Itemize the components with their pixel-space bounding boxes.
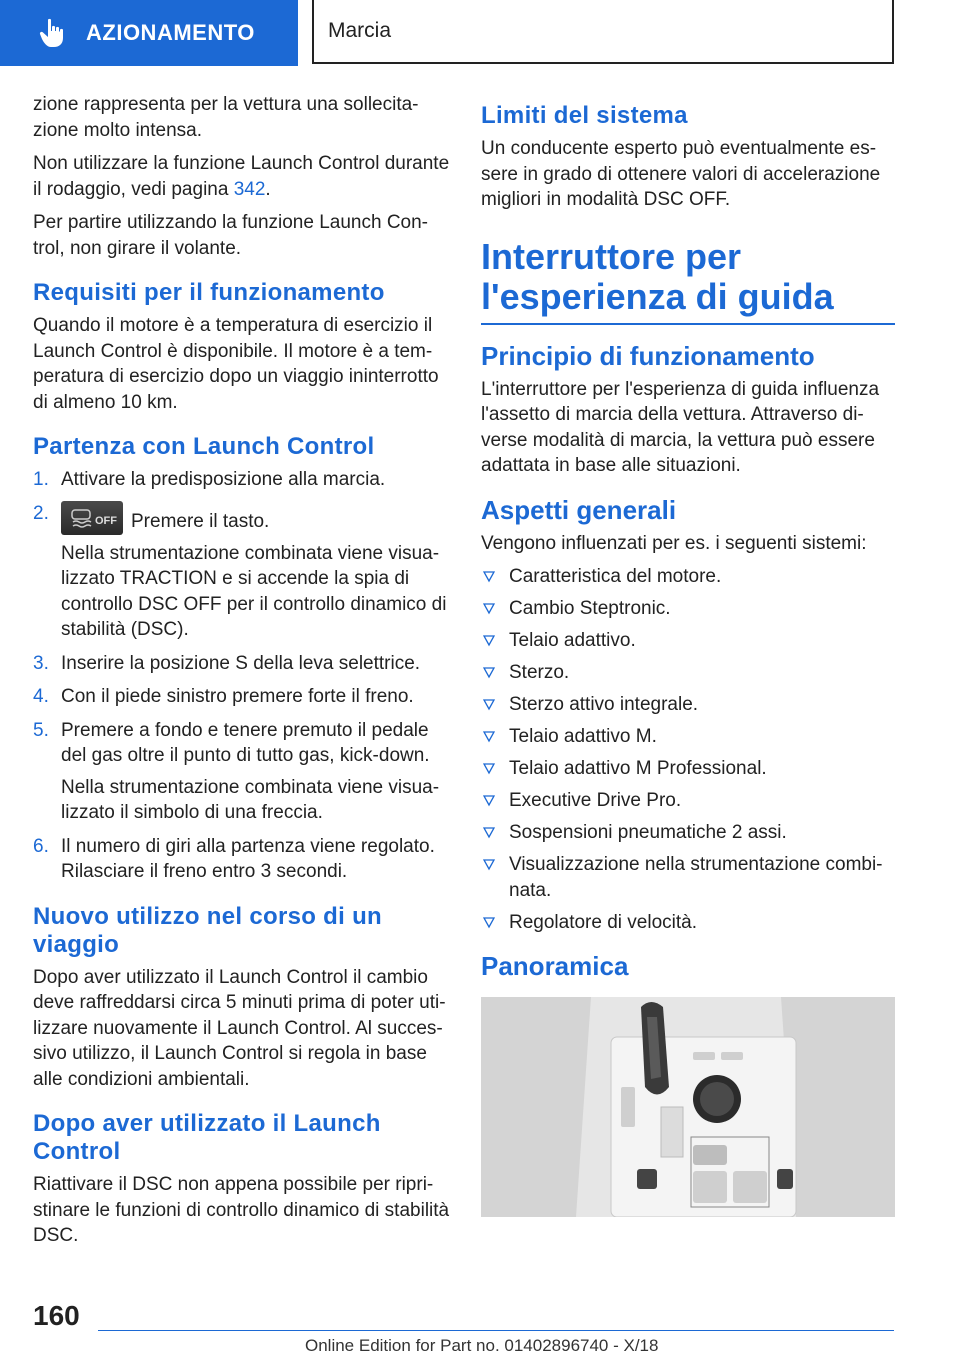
page-number: 160 <box>33 1300 80 1331</box>
list-item-text: Sospensioni pneumatiche 2 assi. <box>509 822 787 843</box>
list-item <box>481 820 895 846</box>
intro-link-pre: Non utilizzare la funzione Launch Control durante il rodaggio, vedi pagina <box>33 153 450 200</box>
after-text: Riattivare il DSC non appena possibile per ripri-stinare le funzioni di controllo dinamico di stabilità DSC. <box>33 1174 450 1246</box>
triangle-bullet-icon <box>483 635 495 647</box>
step-text: Attivare la predisposizione alla marcia. <box>61 469 386 490</box>
section-title: AZIONAMENTO <box>86 20 255 45</box>
list-item <box>481 628 895 654</box>
step-text: Inserire la posizione S della leva selettrice. <box>61 652 421 674</box>
after-heading: Dopo aver utilizzato il Launch Control <box>33 1110 381 1165</box>
list-item <box>481 692 895 718</box>
list-item <box>481 596 895 622</box>
step-text: Premere a fondo e tenere premuto il pedale del gas oltre il punto di tutto gas, kick-down. <box>61 719 430 766</box>
step-number: 2. <box>33 502 49 524</box>
step-text: Con il piede sinistro premere forte il freno. <box>61 686 414 707</box>
list-item <box>481 660 895 686</box>
list-item-text: Caratteristica del motore. <box>509 566 722 587</box>
intro-paragraph-1: zione rappresenta per la vettura una sollecita-zione molto intensa. <box>33 94 419 141</box>
general-text: Vengono influenzati per es. i seguenti sistemi: <box>481 532 867 554</box>
chapter-box <box>312 0 894 64</box>
overview-heading: Panoramica <box>481 951 629 981</box>
step-text: Il numero di giri alla partenza viene regolato. Rilasciare il freno entro 3 secondi. <box>61 835 435 882</box>
step-item <box>33 651 451 677</box>
list-item <box>481 756 895 782</box>
list-item <box>481 564 895 590</box>
button-off-label: OFF <box>95 514 117 527</box>
page-link-342[interactable]: 342 <box>233 178 266 200</box>
triangle-bullet-icon <box>483 827 495 839</box>
triangle-bullet-icon <box>483 571 495 583</box>
list-item-text: Cambio Steptronic. <box>509 598 671 619</box>
list-item <box>481 852 895 903</box>
list-item-text: Visualizzazione nella strumentazione combi-nata. <box>509 854 883 901</box>
reuse-text: Dopo aver utilizzato il Launch Control il cambio deve raffreddarsi circa 5 minuti prima di poter uti-lizzare nuovamente il Launch Control. Al succes-sivo utilizzo, il Launch Control si regola in base alle condizioni ambientali. <box>33 966 446 1090</box>
list-item-text: Telaio adattivo M Professional. <box>509 758 767 779</box>
step-extra: Nella strumentazione combinata viene visua-lizzato TRACTION e si accende la spia di controllo DSC OFF per il controllo dinamico di stabilità (DSC). <box>61 542 447 640</box>
step-text: Premere il tasto. <box>131 510 270 532</box>
principle-heading: Principio di funzionamento <box>481 340 815 371</box>
list-item <box>481 910 895 936</box>
list-item-text: Executive Drive Pro. <box>509 790 682 811</box>
triangle-bullet-icon <box>483 917 495 929</box>
triangle-bullet-icon <box>483 667 495 679</box>
intro-paragraph-2 <box>33 151 451 202</box>
step-item <box>33 718 451 826</box>
step-item <box>33 467 451 493</box>
center-console-photo <box>481 997 895 1217</box>
list-item-text: Telaio adattivo. <box>509 630 636 651</box>
left-column <box>33 92 451 1257</box>
limits-heading: Limiti del sistema <box>481 102 688 129</box>
step-number: 3. <box>33 652 49 674</box>
step-item <box>33 501 451 643</box>
triangle-bullet-icon <box>483 731 495 743</box>
list-item-text: Sterzo attivo integrale. <box>509 694 699 715</box>
hand-pointer-icon <box>36 16 70 50</box>
car-skid-icon <box>69 507 93 529</box>
step-number: 4. <box>33 686 49 707</box>
step-item <box>33 834 451 885</box>
step-extra: Nella strumentazione combinata viene visua-lizzato il simbolo di una freccia. <box>61 776 440 823</box>
launch-steps-list <box>33 467 451 885</box>
step-number: 6. <box>33 835 49 857</box>
triangle-bullet-icon <box>483 603 495 615</box>
footer-edition: Online Edition for Part no. 01402896740 - X/18 <box>305 1336 659 1355</box>
triangle-bullet-icon <box>483 699 495 711</box>
step-item <box>33 684 451 710</box>
list-item-text: Telaio adattivo M. <box>509 726 657 747</box>
main-heading: Interruttore per l'esperienza di guida <box>481 237 895 325</box>
chapter-title: Marcia <box>328 19 392 42</box>
triangle-bullet-icon <box>483 763 495 775</box>
systems-list <box>481 564 895 935</box>
right-column <box>481 92 895 1217</box>
step-number: 1. <box>33 469 49 490</box>
triangle-bullet-icon <box>483 795 495 807</box>
launch-control-heading: Partenza con Launch Control <box>33 433 375 460</box>
list-item-text: Regolatore di velocità. <box>509 911 697 933</box>
requirements-text: Quando il motore è a temperatura di esercizio il Launch Control è disponibile. Il motore è a tem-peratura di esercizio dopo un viaggio ininterrotto di almeno 10 km. <box>33 315 439 413</box>
principle-text: L'interruttore per l'esperienza di guida influenza l'assetto di marcia della vettura. Attraverso di-verse modalità di marcia, la vettura può essere adattata in base alle situazioni. <box>481 378 880 476</box>
section-tab <box>0 0 298 66</box>
limits-text: Un conducente esperto può eventualmente es-sere in grado di ottenere valori di accelerazione migliori in modalità DSC OFF. <box>481 138 881 210</box>
requirements-heading: Requisiti per il funzionamento <box>33 279 385 306</box>
list-item <box>481 788 895 814</box>
center-console-illustration <box>481 997 895 1217</box>
general-heading: Aspetti generali <box>481 494 677 525</box>
list-item-text: Sterzo. <box>509 662 570 683</box>
step-number: 5. <box>33 719 49 741</box>
footer-divider <box>98 1330 894 1331</box>
page-header <box>0 0 960 66</box>
intro-link-post: . <box>265 178 271 200</box>
reuse-heading: Nuovo utilizzo nel corso di un viaggio <box>33 902 382 958</box>
intro-paragraph-3: Per partire utilizzando la funzione Launch Con-trol, non girare il volante. <box>33 212 429 259</box>
dsc-off-button-icon <box>61 501 123 535</box>
triangle-bullet-icon <box>483 859 495 871</box>
list-item <box>481 724 895 750</box>
